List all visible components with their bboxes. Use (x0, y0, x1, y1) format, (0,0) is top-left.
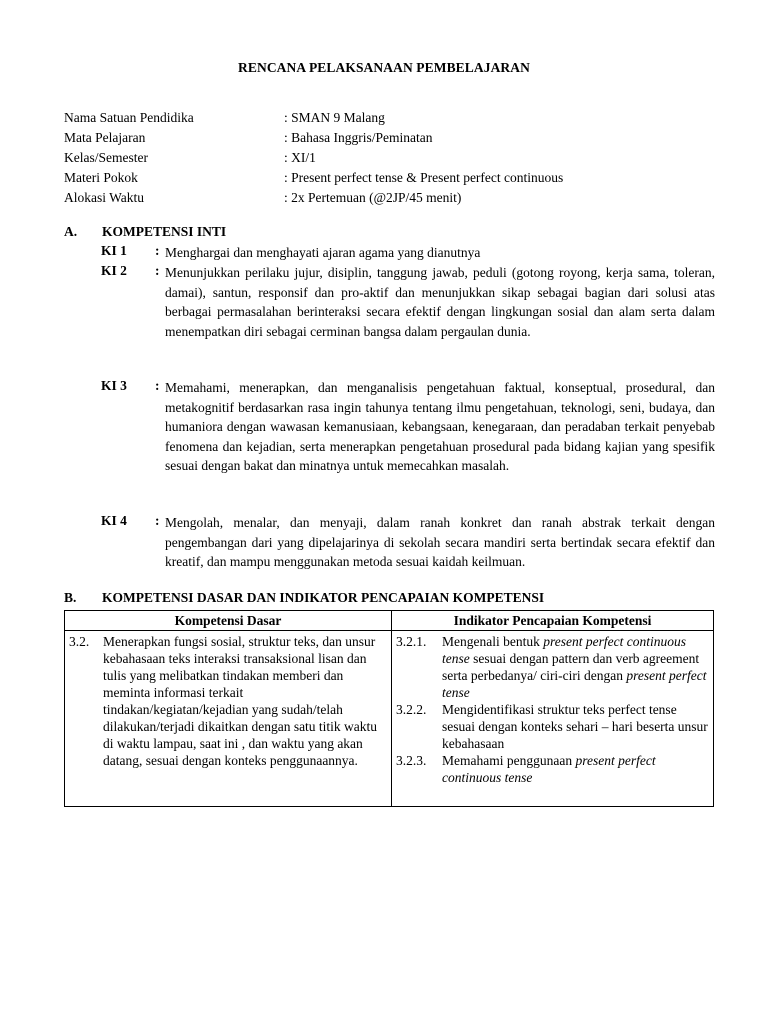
ki-colon: : (155, 243, 160, 258)
indicator-italic-term: present perfect tense (442, 668, 707, 700)
column-header: Indikator Pencapaian Kompetensi (392, 611, 714, 631)
identity-value: : Bahasa Inggris/Peminatan (284, 130, 433, 145)
kd-text: Menerapkan fungsi sosial, struktur teks, dan unsur kebahasaan teks interaksi transaksional lisan dan tulis yang melibatkan tindakan memberi dan meminta informasi terkait tindakan/kegiatan/kejadian yang sudah/telah dilakukan/terjadi dikaitkan dengan satu titik waktu di waktu lampau, saat ini , dan waktu yang akan datang, sesuai dengan konteks penggunaannya. (103, 634, 378, 768)
indicator-text-part: Mengenali bentuk (442, 634, 544, 649)
ki-colon: : (155, 263, 160, 278)
section-title: KOMPETENSI DASAR DAN INDIKATOR PENCAPAIAN KOMPETENSI (102, 590, 545, 605)
table-header-row (65, 611, 714, 631)
indicator-item (396, 701, 709, 752)
indicator-cell (392, 631, 714, 807)
section-letter: A. (64, 224, 78, 239)
section-a-heading (64, 224, 226, 240)
table-row (65, 631, 714, 807)
identity-value: : XI/1 (284, 150, 316, 165)
indicator-number: 3.2.2. (396, 702, 427, 717)
identity-label: Kelas/Semester (64, 150, 148, 165)
ki-text: Menunjukkan perilaku jujur, disiplin, tanggung jawab, peduli (gotong royong, kerja sama, toleran, damai), santun, responsif dan pro-aktif dan menunjukkan sikap sebagai bagian dari solusi atas berbagai permasalahan berinteraksi secara efektif dengan lingkungan sosial dan alam serta dalam menempatkan diri sebagai cerminan bangsa dalam pergaulan dunia. (165, 265, 715, 339)
indicator-text-part: sesuai dengan pattern dan verb agreement serta perbedanya/ ciri-ciri dengan (442, 651, 700, 683)
kd-number: 3.2. (69, 634, 90, 649)
indicator-item (396, 633, 709, 701)
identity-label: Nama Satuan Pendidika (64, 110, 194, 125)
ki-code: KI 1 (101, 243, 127, 258)
indicator-number: 3.2.1. (396, 634, 427, 649)
indicator-text (442, 752, 709, 786)
ki-colon: : (155, 513, 160, 528)
ki-text: Mengolah, menalar, dan menyaji, dalam ranah konkret dan ranah abstrak terkait dengan pengembangan dari yang dipelajarinya di sekolah secara mandiri serta bertindak secara efektif dan kreatif, dan mampu menggunakan metoda sesuai kaidah keilmuan. (165, 515, 715, 569)
ki-colon: : (155, 378, 160, 393)
section-letter: B. (64, 590, 77, 605)
indicator-italic-term: present perfect continuous tense (442, 634, 686, 666)
column-header: Kompetensi Dasar (65, 611, 392, 631)
document-title: RENCANA PELAKSANAAN PEMBELAJARAN (238, 60, 530, 75)
kd-item (69, 633, 387, 769)
identity-value: : 2x Pertemuan (@2JP/45 menit) (284, 190, 462, 205)
ki-item (101, 513, 715, 572)
ki-text: Menghargai dan menghayati ajaran agama yang dianutnya (165, 245, 481, 260)
ki-item (101, 243, 715, 263)
indicator-item (396, 752, 709, 786)
section-title: KOMPETENSI INTI (102, 224, 227, 239)
identity-label: Alokasi Waktu (64, 190, 145, 205)
ki-item (101, 263, 715, 341)
indicator-number: 3.2.3. (396, 753, 427, 768)
indicator-text-part: Memahami penggunaan (442, 753, 576, 768)
indicator-text (442, 633, 709, 701)
identity-value: : SMAN 9 Malang (284, 110, 385, 125)
indicator-text (442, 701, 709, 752)
kd-cell (65, 631, 392, 807)
ki-item (101, 378, 715, 476)
section-b-heading (64, 590, 544, 606)
indicator-italic-term: present perfect continuous tense (442, 753, 656, 785)
identity-label: Mata Pelajaran (64, 130, 146, 145)
identity-value: : Present perfect tense & Present perfect continuous (284, 170, 564, 185)
competency-table (64, 610, 714, 807)
ki-code: KI 3 (101, 378, 127, 393)
identity-label: Materi Pokok (64, 170, 138, 185)
indicator-text-part: Mengidentifikasi struktur teks perfect tense sesuai dengan konteks sehari – hari beserta unsur kebahasaan (442, 702, 708, 751)
ki-text: Memahami, menerapkan, dan menganalisis pengetahuan faktual, konseptual, prosedural, dan metakognitif berdasarkan rasa ingin tahunya tentang ilmu pengetahuan, teknologi, seni, budaya, dan humaniora dengan wawasan kemanusiaan, kebangsaan, kenegaraan, dan peradaban terkait penyebab fenomena dan kejadian, serta menerapkan pengetahuan prosedural pada bidang kajian yang spesifik sesuai dengan bakat dan minatnya untuk memecahkan masalah. (165, 380, 715, 473)
ki-code: KI 2 (101, 263, 127, 278)
ki-code: KI 4 (101, 513, 127, 528)
